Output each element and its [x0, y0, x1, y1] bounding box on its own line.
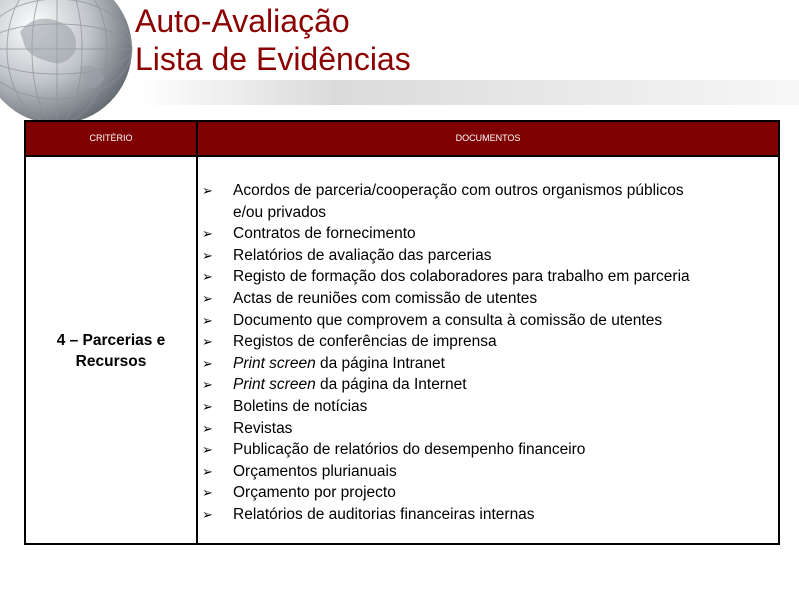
- arrowhead-bullet-icon: ➢: [202, 506, 213, 522]
- list-item: ➢ Acordos de parceria/cooperação com outros organismos públicos: [201, 180, 781, 202]
- arrowhead-bullet-icon: ➢: [202, 269, 213, 285]
- list-item: ➢ Orçamento por projecto: [201, 482, 781, 504]
- globe-icon: [0, 0, 135, 127]
- list-item: ➢ Registo de formação dos colaboradores para trabalho em parceria: [201, 266, 781, 288]
- title-line-1: Auto-Avaliação: [135, 3, 350, 39]
- criterion-line-1: 4 – Parcerias e: [56, 332, 166, 349]
- criterion-cell: [26, 330, 196, 372]
- header-documentos: DOCUMENTOS: [455, 133, 521, 143]
- arrowhead-bullet-icon: ➢: [202, 377, 213, 393]
- documents-list: [201, 180, 781, 526]
- list-item: ➢ Actas de reuniões com comissão de utentes: [201, 288, 781, 310]
- arrowhead-bullet-icon: ➢: [202, 226, 213, 242]
- arrowhead-bullet-icon: ➢: [202, 312, 213, 328]
- arrowhead-bullet-icon: ➢: [202, 355, 213, 371]
- arrowhead-bullet-icon: ➢: [202, 442, 213, 458]
- evidence-table: [24, 120, 780, 545]
- arrowhead-bullet-icon: ➢: [202, 485, 213, 501]
- list-item: ➢ Registos de conferências de imprensa: [201, 331, 781, 353]
- table-header: [26, 122, 778, 157]
- column-divider: [196, 122, 198, 543]
- header-criterio: CRITÉRIO: [89, 133, 133, 143]
- title-underline-bar: [135, 80, 799, 105]
- arrowhead-bullet-icon: ➢: [202, 247, 213, 263]
- arrowhead-bullet-icon: ➢: [202, 420, 213, 436]
- arrowhead-bullet-icon: ➢: [202, 290, 213, 306]
- list-item: ➢ Orçamentos plurianuais: [201, 461, 781, 483]
- title-line-2: Lista de Evidências: [135, 41, 411, 77]
- page-title: [135, 2, 411, 78]
- list-item: ➢ Documento que comprovem a consulta à comissão de utentes: [201, 310, 781, 332]
- criterion-line-2: Recursos: [75, 353, 147, 370]
- list-item: ➢ Contratos de fornecimento: [201, 223, 781, 245]
- list-item: ➢ Relatórios de auditorias financeiras internas: [201, 504, 781, 526]
- list-item: ➢ Relatórios de avaliação das parcerias: [201, 245, 781, 267]
- arrowhead-bullet-icon: ➢: [202, 463, 213, 479]
- arrowhead-bullet-icon: ➢: [202, 183, 213, 198]
- arrowhead-bullet-icon: ➢: [202, 398, 213, 414]
- list-item: ➢ Boletins de notícias: [201, 396, 781, 418]
- list-item: ➢ Publicação de relatórios do desempenho financeiro: [201, 439, 781, 461]
- list-item-continuation: e/ou privados: [233, 203, 327, 221]
- list-item: ➢ Print screen da página Intranet: [201, 353, 781, 375]
- list-item: ➢ Print screen da página da Internet: [201, 374, 781, 396]
- list-item: ➢ Revistas: [201, 418, 781, 440]
- arrowhead-bullet-icon: ➢: [202, 334, 213, 350]
